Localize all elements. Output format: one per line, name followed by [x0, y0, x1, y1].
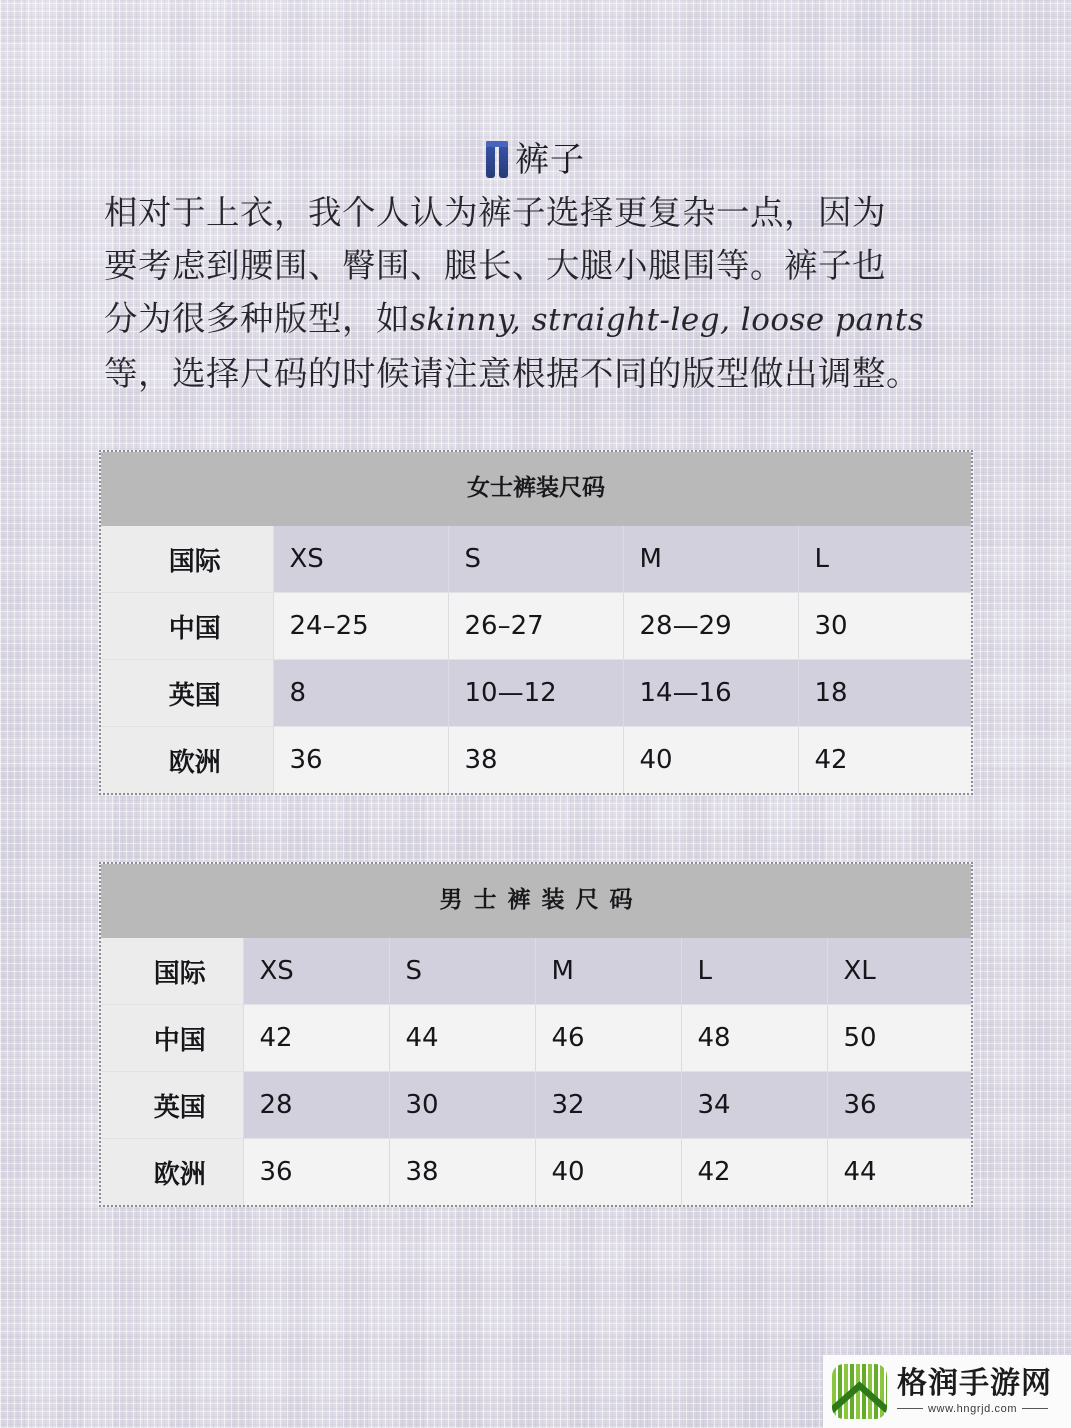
- intro-line-3: [104, 292, 976, 347]
- jeans-icon: [486, 141, 508, 178]
- table-cell: 24–25: [273, 593, 448, 660]
- table-row: [101, 526, 971, 593]
- intro-line-4: 等，选择尺码的时候请注意根据不同的版型做出调整。: [104, 354, 920, 393]
- table-cell: 30: [389, 1072, 535, 1139]
- table-row: [101, 593, 971, 660]
- intro-paragraph: [104, 186, 976, 400]
- table-cell: XS: [273, 526, 448, 593]
- table-cell: S: [448, 526, 623, 593]
- watermark-url: www.hngrjd.com: [928, 1402, 1018, 1415]
- page-title-text: 裤子: [515, 140, 585, 180]
- table-row: [101, 727, 971, 794]
- table-row: [101, 660, 971, 727]
- table-cell: M: [535, 938, 681, 1005]
- table-row: [101, 1072, 971, 1139]
- table-cell: L: [798, 526, 971, 593]
- table-row: [101, 1139, 971, 1206]
- table-cell: 38: [389, 1139, 535, 1206]
- table-cell: 26–27: [448, 593, 623, 660]
- watermark-site-name: 格润手游网: [897, 1366, 1052, 1402]
- table-cell: 32: [535, 1072, 681, 1139]
- table-cell: 44: [389, 1005, 535, 1072]
- intro-line-2: 要考虑到腰围、臀围、腿长、大腿小腿围等。裤子也: [104, 246, 886, 285]
- table-cell: 48: [681, 1005, 827, 1072]
- men-pants-size-table: [99, 862, 973, 1207]
- women-table-caption: 女士裤装尺码: [101, 452, 971, 526]
- row-label: 中国: [101, 1005, 243, 1072]
- page-title: [0, 132, 1071, 181]
- table-cell: 46: [535, 1005, 681, 1072]
- table-cell: 40: [623, 727, 798, 794]
- table-cell: 8: [273, 660, 448, 727]
- table-cell: 28—29: [623, 593, 798, 660]
- table-cell: 36: [243, 1139, 389, 1206]
- table-cell: 30: [798, 593, 971, 660]
- watermark-text: [897, 1368, 1052, 1415]
- table-cell: XS: [243, 938, 389, 1005]
- table-cell: M: [623, 526, 798, 593]
- table-cell: 50: [827, 1005, 971, 1072]
- table-cell: XL: [827, 938, 971, 1005]
- table-cell: 40: [535, 1139, 681, 1206]
- table-cell: 36: [827, 1072, 971, 1139]
- row-label: 欧洲: [101, 1139, 243, 1206]
- row-label: 英国: [101, 1072, 243, 1139]
- table-row: [101, 938, 971, 1005]
- men-table-grid: [101, 938, 971, 1205]
- table-cell: 14—16: [623, 660, 798, 727]
- table-cell: 28: [243, 1072, 389, 1139]
- logo-icon: [832, 1364, 887, 1419]
- intro-line-3-prefix: 分为很多种版型，如: [104, 299, 410, 338]
- table-cell: 42: [681, 1139, 827, 1206]
- rule-left: [897, 1408, 923, 1409]
- table-cell: 34: [681, 1072, 827, 1139]
- table-cell: 18: [798, 660, 971, 727]
- women-table-grid: [101, 526, 971, 793]
- row-label: 英国: [101, 660, 273, 727]
- table-cell: 44: [827, 1139, 971, 1206]
- intro-line-3-english: skinny, straight-leg, loose pants: [410, 302, 925, 338]
- table-cell: 38: [448, 727, 623, 794]
- table-cell: 42: [243, 1005, 389, 1072]
- watermark-url-row: [897, 1403, 1052, 1415]
- table-cell: S: [389, 938, 535, 1005]
- row-label: 国际: [101, 938, 243, 1005]
- table-cell: L: [681, 938, 827, 1005]
- rule-right: [1022, 1408, 1048, 1409]
- women-pants-size-table: [99, 450, 973, 795]
- table-cell: 10—12: [448, 660, 623, 727]
- row-label: 国际: [101, 526, 273, 593]
- table-cell: 36: [273, 727, 448, 794]
- table-cell: 42: [798, 727, 971, 794]
- row-label: 欧洲: [101, 727, 273, 794]
- table-row: [101, 1005, 971, 1072]
- site-watermark: [823, 1355, 1071, 1428]
- intro-line-1: 相对于上衣，我个人认为裤子选择更复杂一点，因为: [104, 193, 886, 232]
- men-table-caption: 男士裤装尺码: [101, 864, 971, 938]
- row-label: 中国: [101, 593, 273, 660]
